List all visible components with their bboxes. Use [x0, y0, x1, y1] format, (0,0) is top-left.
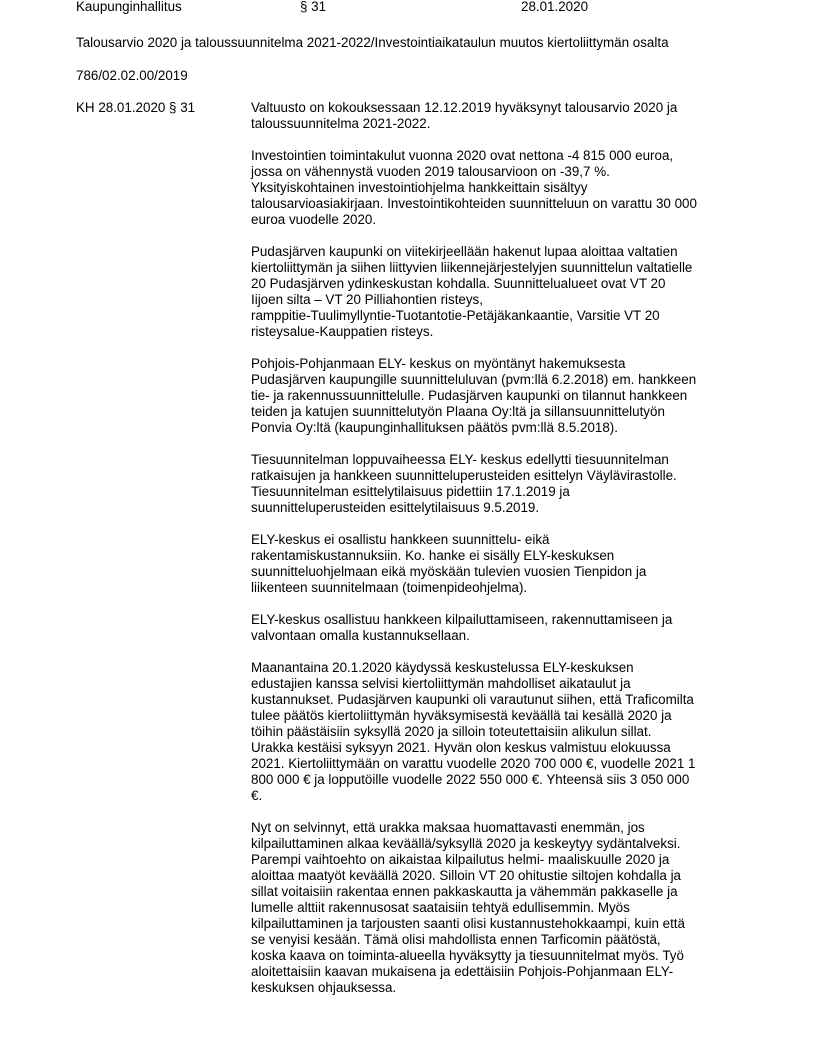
paragraph-line: aloitettaisiin kaavan mukaisena ja edettäisiin Pohjois-Pohjanmaan ELY- [251, 964, 674, 979]
paragraph-line: suunnitteluperusteiden esittelytilaisuus 9.5.2019. [251, 500, 540, 515]
paragraph-line: rakentamiskustannuksiin. Ko. hanke ei sisälly ELY-keskuksen [251, 548, 615, 563]
paragraph-line: jossa on vähennystä vuoden 2019 talousarvioon on -39,7 %. [251, 164, 610, 179]
paragraph-line: Valtuusto on kokouksessaan 12.12.2019 hyväksynyt talousarvio 2020 ja [251, 100, 678, 115]
paragraph-line: Ponvia Oy:ltä (kaupunginhallituksen päätös pvm:llä 8.5.2018). [251, 420, 618, 435]
header-date: 28.01.2020 [521, 0, 589, 14]
body-text [251, 100, 771, 1012]
paragraph [251, 820, 771, 996]
paragraph-line: aloittaa maatyöt keväällä 2020. Silloin VT 20 ohitustie siltojen kohdalla ja [251, 868, 682, 883]
paragraph [251, 660, 771, 804]
paragraph-line: keskuksen ohjauksessa. [251, 980, 397, 995]
paragraph [251, 244, 771, 340]
paragraph [251, 100, 771, 132]
paragraph [251, 148, 771, 228]
paragraph [251, 612, 771, 644]
paragraph-line: liikenteen suunnitelmaan (toimenpideohjelma). [251, 580, 528, 595]
paragraph-line: edustajien kanssa selvisi kiertoliittymän mahdolliset aikataulut ja [251, 676, 631, 691]
meeting-reference: KH 28.01.2020 § 31 [76, 100, 196, 115]
paragraph-line: Urakka kestäisi syksyyn 2021. Hyvän olon keskus valmistuu elokuussa [251, 740, 671, 755]
paragraph-line: Iijoen silta – VT 20 Pilliahontien risteys, [251, 292, 483, 307]
paragraph-line: taloussuunnitelma 2021-2022. [251, 116, 431, 131]
paragraph-line: ELY-keskus osallistuu hankkeen kilpailuttamiseen, rakennuttamiseen ja [251, 612, 673, 627]
paragraph-line: tie- ja rakennussuunnittelulle. Pudasjärven kaupunki on tilannut hankkeen [251, 388, 688, 403]
paragraph-line: tulee päätös kiertoliittymän hyväksymisestä keväällä tai kesällä 2020 ja [251, 708, 672, 723]
header-section: § 31 [300, 0, 327, 14]
paragraph-line: Nyt on selvinnyt, että urakka maksaa huomattavasti enemmän, jos [251, 820, 645, 835]
paragraph-line: Investointien toimintakulut vuonna 2020 ovat nettona -4 815 000 euroa, [251, 148, 674, 163]
paragraph-line: talousarvioasiakirjaan. Investointikohteiden suunnitteluun on varattu 30 000 [251, 196, 697, 211]
paragraph-line: Tiesuunnitelman esittelytilaisuus pidettiin 17.1.2019 ja [251, 484, 570, 499]
paragraph-line: kiertoliittymän ja siihen liittyvien liikennejärjestelyjen suunnittelun valtatielle [251, 260, 693, 275]
paragraph-line: 20 Pudasjärven ydinkeskustan kohdalla. Suunnittelualueet ovat VT 20 [251, 276, 666, 291]
paragraph-line: teiden ja katujen suunnittelutyön Plaana Oy:ltä ja sillansuunnittelutyön [251, 404, 665, 419]
paragraph-line: se venyisi kesään. Tämä olisi mahdollista ennen Tarficomin päätöstä, [251, 932, 661, 947]
paragraph [251, 452, 771, 516]
paragraph-line: Pohjois-Pohjanmaan ELY- keskus on myöntänyt hakemuksesta [251, 356, 626, 371]
paragraph-line: Pudasjärven kaupunki on viitekirjeellään hakenut lupaa aloittaa valtatien [251, 244, 678, 259]
paragraph-line: Tiesuunnitelman loppuvaiheessa ELY- keskus edellytti tiesuunnitelman [251, 452, 669, 467]
document-subject: Talousarvio 2020 ja taloussuunnitelma 2021-2022/Investointiaikataulun muutos kiertoliittymän osalta [76, 35, 669, 50]
paragraph-line: risteysalue-Kauppatien risteys. [251, 324, 434, 339]
paragraph-line: €. [251, 788, 263, 803]
paragraph-line: euroa vuodelle 2020. [251, 212, 377, 227]
paragraph-line: ratkaisujen ja hankkeen suunnitteluperusteiden esittelyn Väylävirastolle. [251, 468, 677, 483]
paragraph-line: 800 000 € ja lopputöille vuodelle 2022 550 000 €. Yhteensä siis 3 050 000 [251, 772, 690, 787]
paragraph-line: valvontaan omalla kustannuksellaan. [251, 628, 470, 643]
header-organ: Kaupunginhallitus [76, 0, 182, 14]
paragraph-line: Pudasjärven kaupungille suunnitteluluvan (pvm:llä 6.2.2018) em. hankkeen [251, 372, 697, 387]
paragraph-line: Maanantaina 20.1.2020 käydyssä keskustelussa ELY-keskuksen [251, 660, 634, 675]
paragraph-line: Parempi vaihtoehto on aikaistaa kilpailutus helmi- maaliskuulle 2020 ja [251, 852, 670, 867]
paragraph-line: lumelle alttiit rakennusosat saataisiin tehtyä edullisemmin. Myös [251, 900, 630, 915]
paragraph-line: kilpailuttaminen alkaa keväällä/syksyllä 2020 ja keskeytyy sydäntalveksi. [251, 836, 681, 851]
paragraph-line: 2021. Kiertoliittymään on varattu vuodelle 2020 700 000 €, vuodelle 2021 1 [251, 756, 696, 771]
paragraph-line: kilpailuttaminen ja tarjousten saanti olisi kustannustehokkaampi, kuin että [251, 916, 685, 931]
paragraph-line: ramppitie-Tuulimyllyntie-Tuotantotie-Petäjäkankaantie, Varsitie VT 20 [251, 308, 660, 323]
paragraph-line: Yksityiskohtainen investointiohjelma hankkeittain sisältyy [251, 180, 588, 195]
paragraph-line: suunnitteluohjelmaan eikä myöskään tulevien vuosien Tienpidon ja [251, 564, 647, 579]
paragraph [251, 532, 771, 596]
paragraph [251, 356, 771, 436]
paragraph-line: töihin päästäisiin syksyllä 2020 ja silloin toteutettaisiin alikulun sillat. [251, 724, 652, 739]
paragraph-line: ELY-keskus ei osallistu hankkeen suunnittelu- eikä [251, 532, 550, 547]
paragraph-line: kustannukset. Pudasjärven kaupunki oli varautunut siihen, että Traficomilta [251, 692, 694, 707]
record-number: 786/02.02.00/2019 [76, 68, 188, 83]
paragraph-line: koska kaava on toiminta-alueella hyväksytty ja tiesuunnitelmat myös. Työ [251, 948, 684, 963]
paragraph-line: sillat voitaisiin rakentaa ennen pakkaskautta ja vähemmän pakkaselle ja [251, 884, 678, 899]
